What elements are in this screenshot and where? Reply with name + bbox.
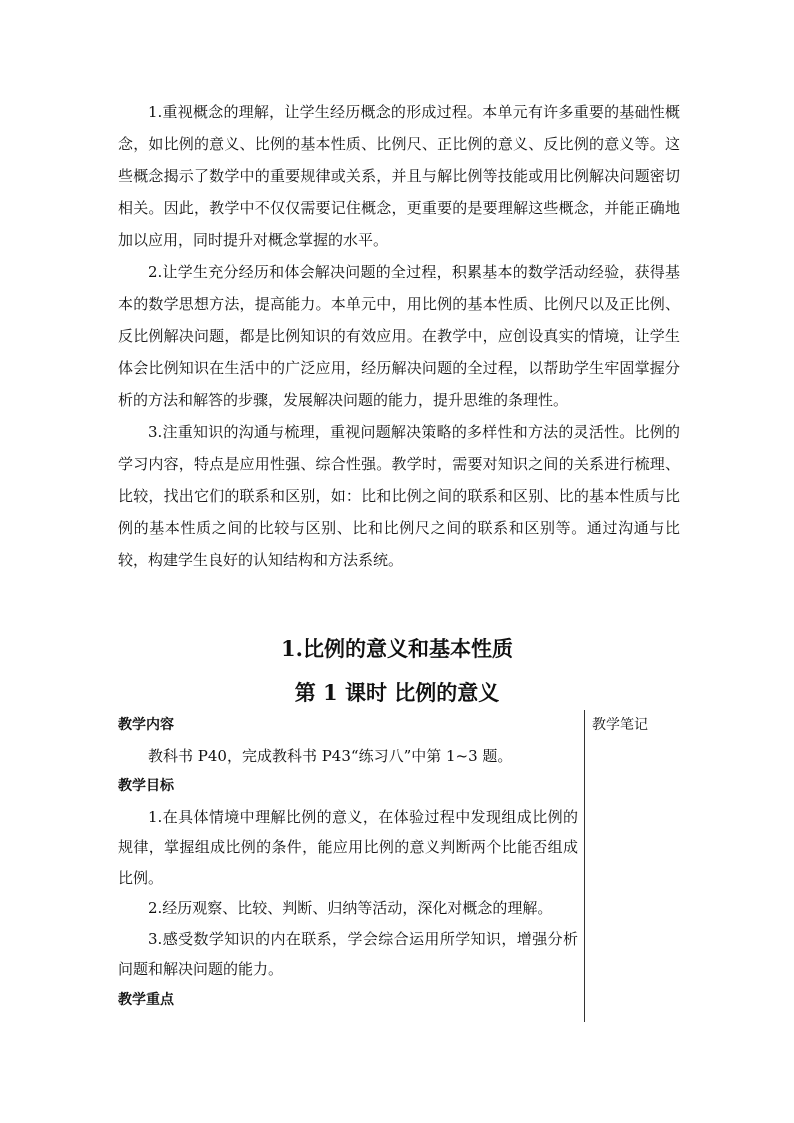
teaching-goals-heading: 教学目标 [118,778,174,794]
lesson-plan [118,710,584,1022]
intro-paragraph-1: 1.重视概念的理解，让学生经历概念的形成过程。本单元有许多重要的基础性概念，如比例的意义、比例的基本性质、比例尺、正比例的意义、反比例的意义等。这些概念揭示了数学中的重要规律或关系，并且与解比例等技能或用比例解决问题密切相关。因此，教学中不仅仅需要记住概念，更重要的是要理解这些概念，并能正确地加以应用，同时提升对概念掌握的水平。 [118,103,680,249]
lesson-title: 第 1 课时 比例的意义 [294,680,500,705]
section-title: 1.比例的意义和基本性质 [281,636,513,661]
teaching-goal-1: 1.在具体情境中理解比例的意义，在体验过程中发现组成比例的规律，掌握组成比例的条件，能应用比例的意义判断两个比能否组成比例。 [118,807,578,887]
teaching-content-heading: 教学内容 [118,717,174,733]
teaching-content-text: 教科书 P40，完成教科书 P43“练习八”中第 1~3 题。 [148,746,513,765]
teaching-goal-2: 2.经历观察、比较、判断、归纳等活动，深化对概念的理解。 [148,899,553,917]
teaching-notes-label: 教学笔记 [592,717,648,733]
teaching-focus-heading: 教学重点 [118,991,174,1008]
intro-paragraph-2: 2.让学生充分经历和体会解决问题的全过程，积累基本的数学活动经验，获得基本的数学思想方法，提高能力。本单元中，用比例的基本性质、比例尺以及正比例、反比例解决问题，都是比例知识的有效应用。在教学中，应创设真实的情境，让学生体会比例知识在生活中的广泛应用，经历解决问题的全过程，以帮助学生牢固掌握分析的方法和解答的步骤，发展解决问题的能力，提升思维的条理性。 [118,263,680,409]
intro-text [118,96,680,576]
teaching-goal-3: 3.感受数学知识的内在联系，学会综合运用所学知识，增强分析问题和解决问题的能力。 [118,929,578,978]
intro-paragraph-3: 3.注重知识的沟通与梳理，重视问题解决策略的多样性和方法的灵活性。比例的学习内容，特点是应用性强、综合性强。教学时，需要对知识之间的关系进行梳理、比较，找出它们的联系和区别，如：比和比例之间的联系和区别、比的基本性质与比例的基本性质之间的比较与区别、比和比例尺之间的联系和区别等。通过沟通与比较，构建学生良好的认知结构和方法系统。 [118,423,680,569]
notes-divider [584,710,585,1022]
